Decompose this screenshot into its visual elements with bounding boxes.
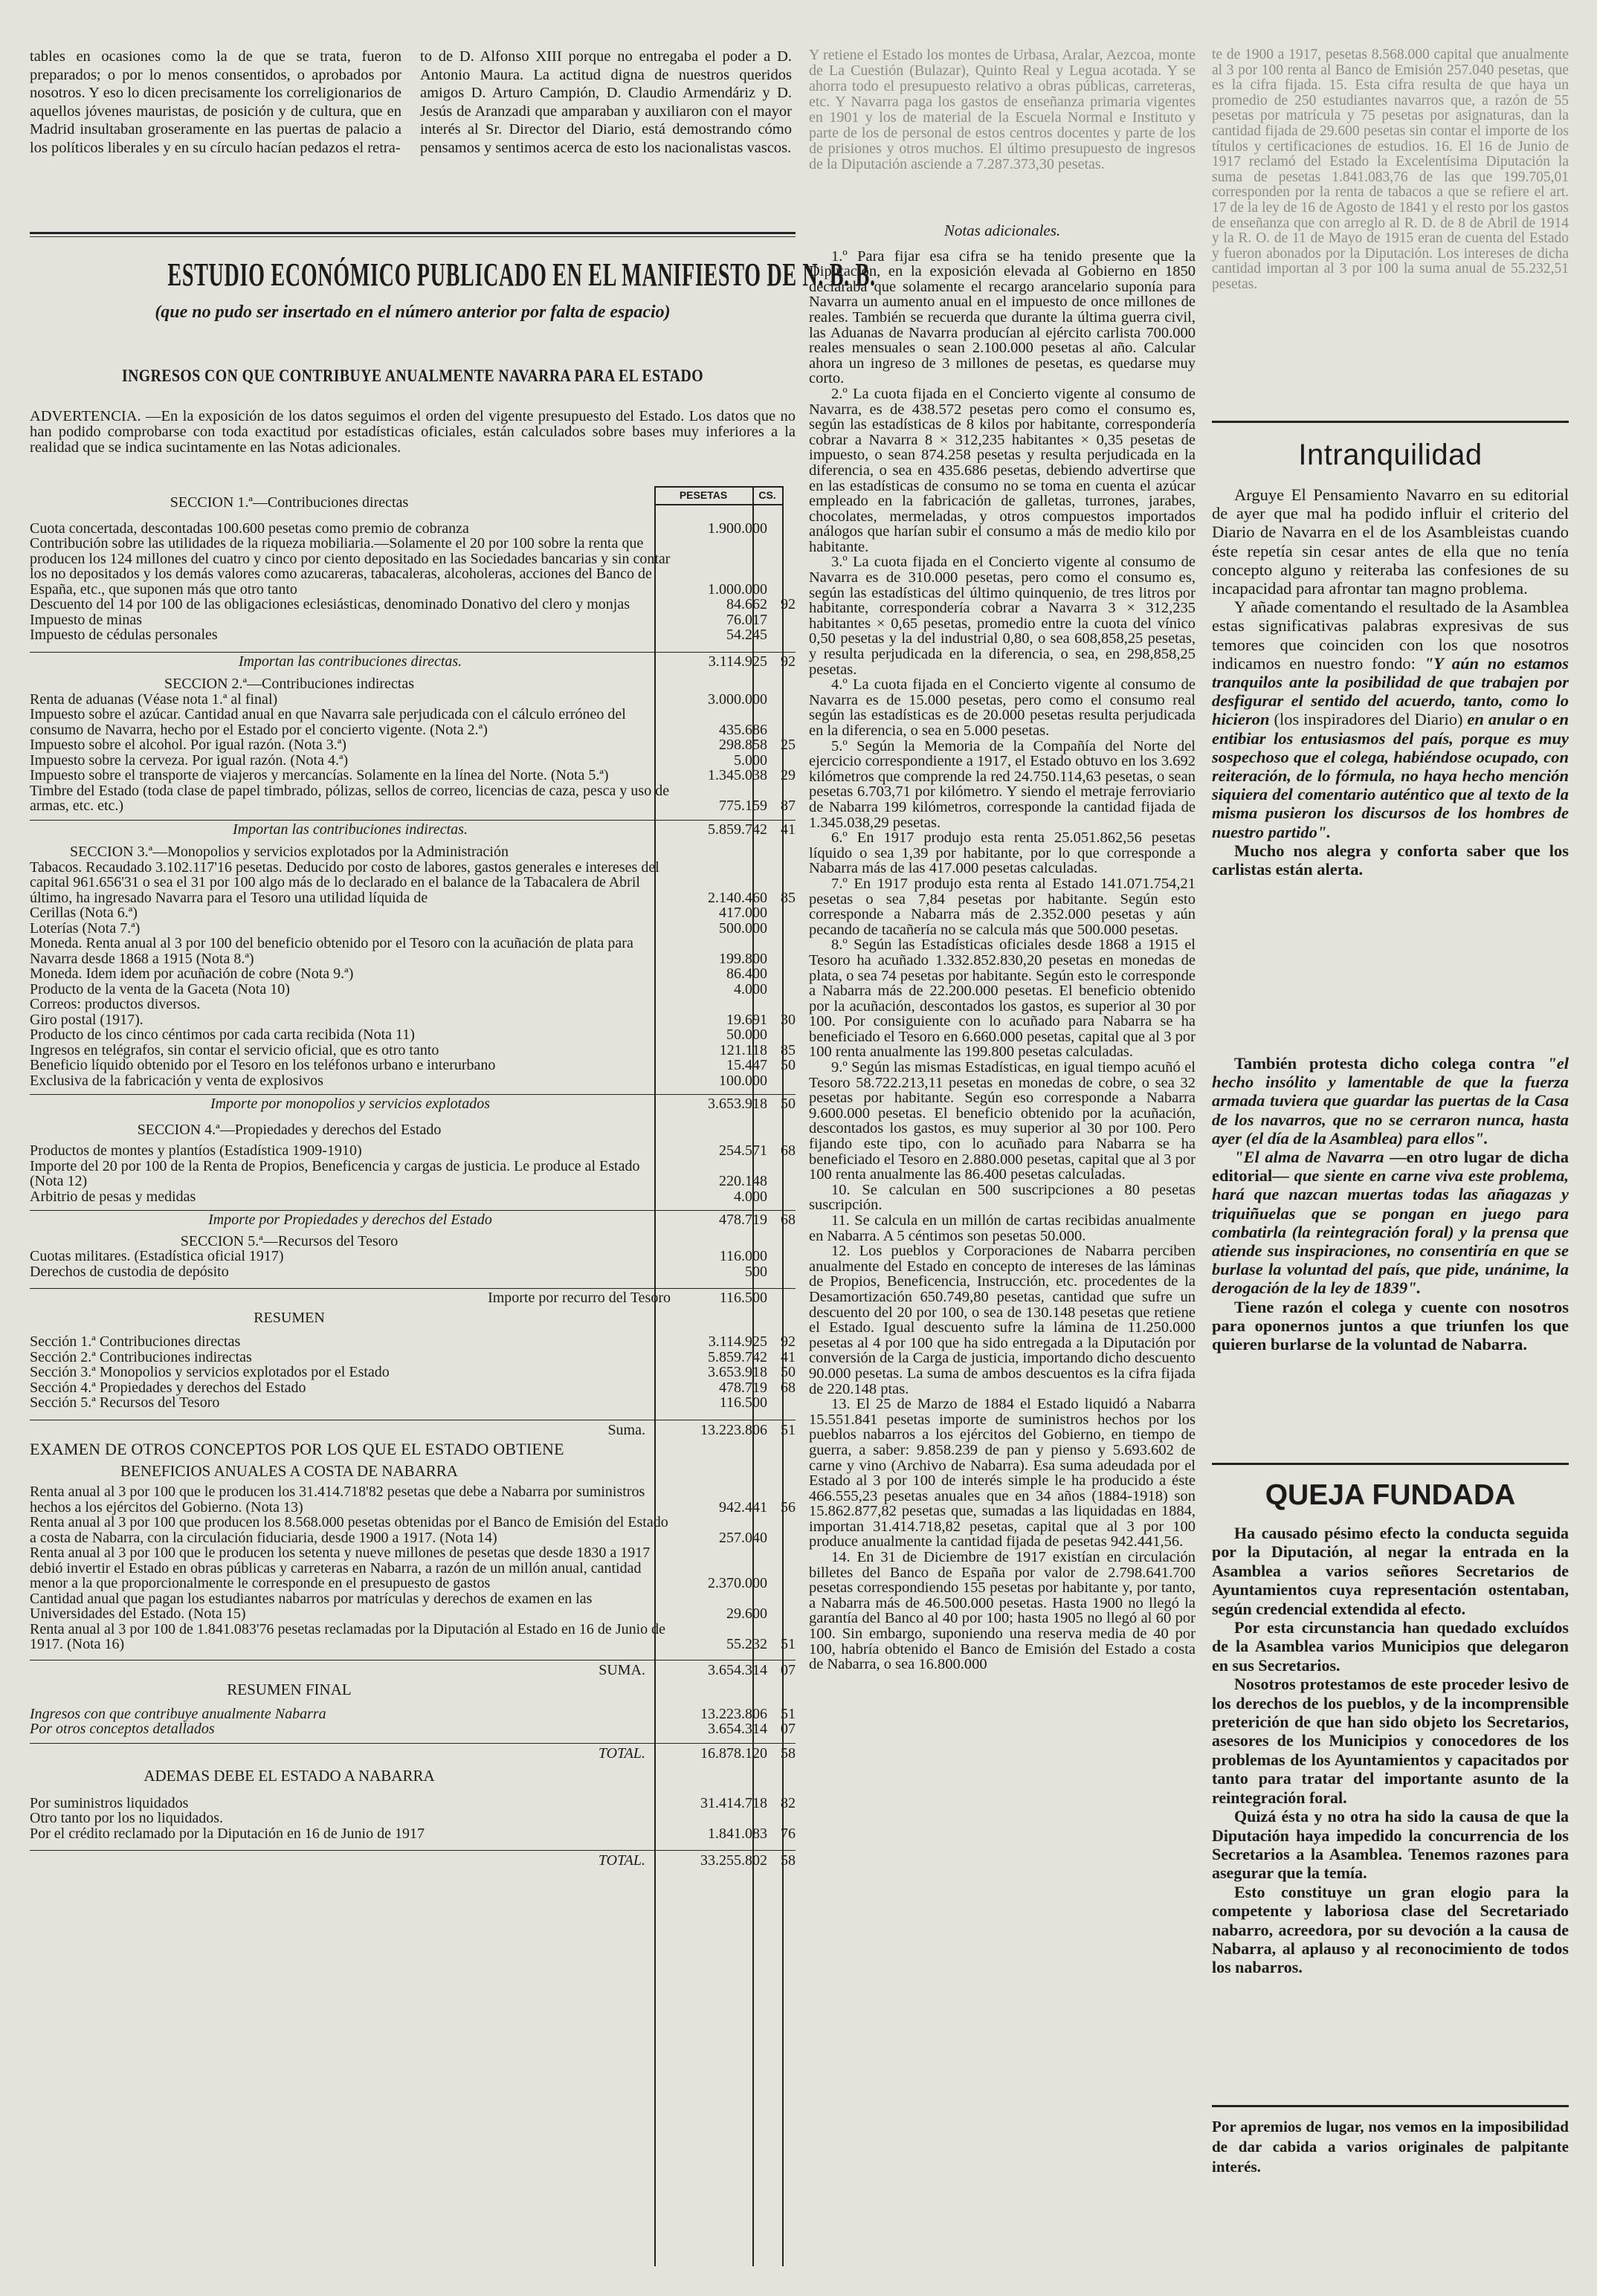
article-queja	[1212, 1479, 1569, 1977]
divider-rule	[30, 236, 796, 237]
table-title: INGRESOS CON QUE CONTRIBUYE ANUALMENTE NAVARRA PARA EL ESTADO	[121, 366, 704, 385]
paragraph: Y añade comentando el resultado de la Asamblea estas significativas palabras expresivas de sus temores que coinciden con los que nosotros indicamos en nuestro fondo: "Y aún no estamos tranquilos ante la posibilidad de que trabajen por desfigurar el sentido del acuerdo, tanto, como lo hicieron (los inspiradores del Diario) en anular o en entibiar los entusiasmos del país, porque es muy sospechoso que el colega, habiéndose ocupado, con reiteración, de lo fórmula, no haya hecho mención siquiera del comentario auténtico que al texto de la misma pusieron los discursos de los hombres de nuestro partido".	[1212, 598, 1569, 841]
table-row: Impuesto sobre el transporte de viajeros y mercancías. Solamente en la línea del Norte. (Nota 5.ª) 1.345.038 29	[30, 767, 796, 783]
paragraph: Nosotros protestamos de este proceder lesivo de los derechos de los pueblos, y de la incomprensible preterición de que han sido objeto los Secretarios, asesores de los Municipios y conocedores de los problemas de los Ayuntamientos y capacitados por tanto para tratar del importante asunto de la reintegración foral.	[1212, 1675, 1569, 1807]
table-row: ADEMAS DEBE EL ESTADO A NABARRA	[143, 1767, 435, 1785]
table-row: Sección 3.ª Monopolios y servicios explotados por el Estado 3.653.918 50	[30, 1364, 796, 1380]
table-row: Moneda. Idem idem por acuñación de cobre (Nota 9.ª) 86.400	[30, 966, 767, 982]
table-row: Producto de la venta de la Gaceta (Nota 10) 4.000	[30, 980, 767, 997]
column-header-cts: CS.	[758, 489, 776, 501]
top-column-2: to de D. Alfonso XIII porque no entregaba el poder a D. Antonio Maura. La actitud digna de nuestros queridos amigos D. Arturo Campión, D. Claudio Armendáriz y D. Jesús de Aranzadi que amparaban y auxiliaron con el mayor interés al Sr. Director del Diario, está demostrando cómo pensamos y sentimos acerca de esto los nacionalistas vascos.	[420, 48, 792, 156]
paragraph: Ha causado pésimo efecto la conducta seguida por la Diputación, al negar la entrada en la Asamblea a varios señores Secretarios de Ayuntamientos cuya representación ostentaban, según credencial extendida al efecto.	[1212, 1524, 1569, 1618]
paragraph: Quizá ésta y no otra ha sido la causa de que la Diputación haya impedido la concurrencia de los Secretarios a la Asamblea. Tenemos razones para asegurar que la temía.	[1212, 1807, 1569, 1883]
paragraph: Esto constituye un gran elogio para la competente y laboriosa clase del Secretariado nabarro, acreedora, por su devoción a la causa de Nabarra, al aplauso y al reconocimiento de todos los nabarros.	[1212, 1882, 1569, 1977]
table-row: SECCION 1.ª—Contribuciones directas	[170, 494, 409, 511]
table-total-row: Importan las contribuciones directas. 3.114.925 92	[30, 652, 796, 670]
table-row: Sección 4.ª Propiedades y derechos del Estado 478.719 68	[30, 1379, 796, 1396]
divider-rule	[1212, 421, 1569, 423]
table-row: Ingresos en telégrafos, sin contar el servicio oficial, que es otro tanto 121.118 85	[30, 1041, 796, 1058]
article-heading: Intranquilidad	[1298, 439, 1483, 471]
table-row: Impuesto de minas 76.017	[30, 611, 767, 628]
table-row: Cerillas (Nota 6.ª) 417.000	[30, 905, 767, 921]
table-row: Cantidad anual que pagan los estudiantes nabarros por matrículas y derechos de examen en las Universidades del Estado. (Nota 15) 29.600	[30, 1590, 767, 1622]
advertencia-text: ADVERTENCIA. —En la exposición de los datos seguimos el orden del vigente presupuesto del Estado. Los datos que no han podido comprobarse con toda exactitud por estadísticas oficiales, están calculados sobre bases muy inferiores a la realidad que se indica sucintamente en las Notas adicionales.	[30, 408, 796, 456]
table-row: Loterías (Nota 7.ª) 500.000	[30, 919, 767, 937]
article-title: ESTUDIO ECONÓMICO PUBLICADO EN EL MANIFIESTO DE N. B. B.	[167, 256, 876, 293]
note-paragraph: 9.º Según las mismas Estadísticas, en igual tiempo acuñó el Tesoro 58.722.213,11 pesetas en monedas de cobre, o sea 32 pesetas por habitante. Según eso corresponde a Nabarra 9.600.000 pesetas. El beneficio obtenido por la acuñación, descontados los gastos, es muy superior al 30 por 100. Pero fijando este tipo, con lo acuñado para Nabarra se ha beneficiado el Tesoro en 2.880.000 pesetas, capital que al 3 por 100 renta anualmente las 86.400 pesetas calculadas.	[809, 1059, 1196, 1183]
column-header-pesetas: PESETAS	[679, 489, 728, 501]
table-row: Beneficio líquido obtenido por el Tesoro en los teléfonos urbano e interurbano 15.447 50	[30, 1057, 796, 1073]
table-row: Por el crédito reclamado por la Diputación en 16 de Junio de 1917 1.841.083 76	[30, 1825, 796, 1842]
table-row: Renta anual al 3 por 100 que le producen los 31.414.718'82 pesetas que debe a Nabarra por suministros hechos a los ejércitos del Gobierno. (Nota 13) 942.441 56	[30, 1484, 796, 1516]
notes-title: Notas adicionales.	[943, 221, 1061, 239]
table-total-row: SUMA. 3.654.314 07	[30, 1660, 796, 1678]
paragraph: Por esta circunstancia han quedado excluídos de la Asamblea varios Municipios que delegaron en sus Secretarios.	[1212, 1618, 1569, 1675]
table-row: Sección 1.ª Contribuciones directas 3.114.925 92	[30, 1333, 796, 1350]
divider-rule	[30, 232, 796, 234]
table-row: Impuesto de cédulas personales 54.245	[30, 627, 767, 643]
table-row: Correos: productos diversos.	[30, 996, 201, 1012]
paragraph: Arguye El Pensamiento Navarro en su editorial de ayer que mal ha podido influir el criterio del Diario de Navarra en el de los Asambleistas cuando éste repetía sin cesar antes de ella que no tenía concepto alguno y reiteraba las confesiones de su incapacidad para afrontar tan magno problema.	[1212, 485, 1569, 598]
note-paragraph: 7.º En 1917 produjo esta renta al Estado 141.071.754,21 pesetas o sea 7,84 pesetas por habitante. Según esto corresponde a Nabarra más de 2.352.000 pesetas y aún pecando de tacañería no se calcula más que 500.000 pesetas.	[809, 875, 1196, 938]
note-paragraph: 5.º Según la Memoria de la Compañía del Norte del ejercicio correspondiente a 1917, el Estado obtuvo en los 3.692 kilómetros que comprende la red 24.750.114,63 pesetas, o sean pesetas 6.703,71 por kilómetro. Y siendo el metraje ferroviario de Nabarra 199 kilómetros, corresponde la cantidad fijada de 1.345.038,29 pesetas.	[809, 737, 1196, 831]
table-total-row: TOTAL. 33.255.802 58	[30, 1850, 796, 1869]
table-row: Renta de aduanas (Véase nota 1.ª al final) 3.000.000	[30, 691, 767, 708]
table-row: Impuesto sobre el alcohol. Por igual razón. (Nota 3.ª) 298.858 25	[30, 737, 796, 753]
table-row: Por suministros liquidados 31.414.718 82	[30, 1794, 796, 1811]
table-row: Sección 2.ª Contribuciones indirectas 5.859.742 41	[30, 1348, 796, 1365]
table-row: Impuesto sobre la cerveza. Por igual razón. (Nota 4.ª) 5.000	[30, 751, 767, 769]
note-paragraph: 4.º La cuota fijada en el Concierto vigente al consumo de Navarra es de 15.000 pesetas, pero como el consumo real según las estadísticas es de 20.000 pesetas resulta perjudicada en la diferencia, o sea en 5.000 pesetas.	[809, 676, 1196, 739]
table-row: SECCION 4.ª—Propiedades y derechos del Estado	[137, 1121, 442, 1138]
paragraph: Mucho nos alegra y conforta saber que los carlistas están alerta.	[1212, 841, 1569, 879]
table-row: RESUMEN FINAL	[227, 1681, 352, 1698]
table-row: Renta anual al 3 por 100 de 1.841.083'76 pesetas reclamadas por la Diputación al Estado en 16 de Junio de 1917. (Nota 16) 55.232 51	[30, 1620, 796, 1652]
divider-rule	[1212, 2105, 1569, 2107]
note-paragraph: 10. Se calculan en 500 suscripciones a 80 pesetas suscripción.	[809, 1181, 1196, 1214]
data-table	[30, 495, 796, 1869]
table-row: Derechos de custodia de depósito 500	[30, 1263, 767, 1280]
table-row: Sección 5.ª Recursos del Tesoro 116.500	[30, 1394, 767, 1411]
table-row: Productos de montes y plantíos (Estadística 1909-1910) 254.571 68	[30, 1142, 796, 1159]
table-row: Cuotas militares. (Estadística oficial 1917) 116.000	[30, 1248, 767, 1264]
note-paragraph: 6.º En 1917 produjo esta renta 25.051.862,56 pesetas líquido o sea 1,39 por habitante, por lo que corresponde a Nabarra más de las 417.000 pesetas calculadas.	[809, 830, 1196, 877]
footer-note: Por apremios de lugar, nos vemos en la imposibilidad de dar cabida a varios originales de palpitante interés.	[1212, 2118, 1569, 2176]
table-total-row: Importe por monopolios y servicios explotados 3.653.918 50	[30, 1094, 796, 1112]
table-total-row: Importan las contribuciones indirectas. 5.859.742 41	[30, 820, 796, 838]
divider-rule	[1212, 1463, 1569, 1465]
table-row: Timbre del Estado (toda clase de papel timbrado, pólizas, sellos de correo, licencias de caza, pesca y uso de armas, etc. etc.) 775.159 87	[30, 782, 796, 814]
table-row: RESUMEN	[254, 1309, 325, 1326]
table-row: Impuesto sobre el azúcar. Cantidad anual en que Navarra sale perjudicada con el cálculo erróneo del consumo de Navarra, hecho por el Estado por el concierto vigente. (Nota 2.ª) 435.686	[30, 706, 767, 738]
table-total-row: Importe por recurro del Tesoro 116.500	[30, 1288, 796, 1306]
article-heading: QUEJA FUNDADA	[1265, 1479, 1516, 1511]
table-row: Importe del 20 por 100 de la Renta de Propios, Beneficencia y cargas de justicia. Le produce al Estado (Nota 12) 220.148	[30, 1157, 767, 1189]
table-row: Por otros conceptos detallados 3.654.314 07	[30, 1721, 796, 1737]
table-row: Giro postal (1917). 19.691 30	[30, 1011, 796, 1028]
top-column-1: tables en ocasiones como la de que se trata, fueron preparados; o por lo menos consentidos, o aprobados por nosotros. Y eso lo dicen precisamente los correligionarios de aquellos jóvenes mauristas, de posición y de cultura, que en Madrid insultaban groseramente en las puertas de palacio a los políticos liberales y en su círculo hacían pedazos el retra-	[30, 48, 401, 156]
table-total-row: Suma. 13.223.806 51	[30, 1420, 796, 1438]
article-intranquilidad	[1212, 439, 1569, 879]
table-row: Contribución sobre las utilidades de la riqueza mobiliaria.—Solamente el 20 por 100 sobre la renta que producen los 124 millones del cuatro y cinco por ciento depositado en las Sociedades bancarias y sin contar los no depositados y los demás valores como azucareras, tabacaleras, alcoholeras, acciones del Banco de España, etc., que suponen más que otro tanto 1.000.000	[30, 535, 767, 598]
paragraph: Tiene razón el colega y cuente con nosotros para oponernos juntos a que triunfen los que quieren burlarse de la voluntad de Nabarra.	[1212, 1297, 1569, 1354]
note-paragraph: 1.º Para fijar esa cifra se ha tenido presente que la Diputación, en la exposición elevada al Gobierno en 1850 declaraba que solamente el recargo arancelario suponía para Navarra un aumento anual en el impuesto de once millones de reales. También se recuerda que durante la última guerra civil, las Aduanas de Navarra producían al ejército carlista 700.000 reales mensuales o sean 2.100.000 pesetas al año. Calcular ahora un ingreso de 3 millones de pesetas, es quedarse muy corto.	[809, 248, 1196, 387]
paragraph: También protesta dicho colega contra "el hecho insólito y lamentable de que la fuerza armada tuviera que guardar las puertas de la Casa de los navarros, que no se cerraron nunca, hasta ayer (el día de la Asamblea) para ellos".	[1212, 1054, 1569, 1148]
note-paragraph: 11. Se calcula en un millón de cartas recibidas anualmente en Nabarra. A 5 céntimos son pesetas 50.000.	[809, 1212, 1196, 1244]
table-row: Moneda. Renta anual al 3 por 100 del beneficio obtenido por el Tesoro con la acuñación de plata para Navarra desde 1868 a 1915 (Nota 8.ª) 199.800	[30, 935, 767, 967]
table-row: SECCION 3.ª—Monopolios y servicios explotados por la Administración	[70, 844, 509, 860]
table-row: Arbitrio de pesas y medidas 4.000	[30, 1188, 767, 1205]
table-row: Cuota concertada, descontadas 100.600 pesetas como premio de cobranza 1.900.000	[30, 520, 767, 537]
note-paragraph: 12. Los pueblos y Corporaciones de Nabarra perciben anualmente del Estado en concepto de intereses de las láminas de Propios, Beneficencia, Instrucción, etc. procedentes de la Desamortización 650.749,80 pesetas, cantidad que sufre un descuento del 20 por 100, o sea de 130.148 pesetas que retiene el Estado. Igual descuento sufre la lámina de 11.250.000 pesetas al 4 por 100 que ha sido entregada a la Diputación por conversión de la Carga de justicia, importando dicho descuento 90.000 pesetas. La suma de ambos descuentos es la cifra fijada de 220.148 ptas.	[809, 1243, 1196, 1397]
table-row: Producto de los cinco céntimos por cada carta recibida (Nota 11) 50.000	[30, 1026, 767, 1043]
paragraph: "El alma de Navarra —en otro lugar de dicha editorial— que siente en carne viva este problema, hará que nazcan muertas todas las añagazas y triquiñuelas que se pongan en juego para combatirla (la reintegración foral) y la prensa que atiende sus inspiraciones, no consentiría en que se burlase la voluntad del país, que pide, unánime, la derogación de la ley de 1839".	[1212, 1148, 1569, 1298]
table-row: Tabacos. Recaudado 3.102.117'16 pesetas. Deducido por costo de labores, gastos generales e intereses del capital 961.656'31 o sea el 31 por 100 algo más de lo declarado en el balance de la Tabacalera de Abril último, ha ingresado Navarra para el Tesoro una utilidad líquida de 2.140.460 85	[30, 858, 796, 906]
table-row: SECCION 5.ª—Recursos del Tesoro	[180, 1232, 399, 1249]
note-paragraph: 14. En 31 de Diciembre de 1917 existían en circulación billetes del Banco de España por valor de 2.798.641.700 pesetas correspondiendo 155 pesetas por habitante y, por tanto, a Nabarra más de 46.500.000 pesetas. Hasta 1900 no llegó la garantía del Banco al 40 por 100; hasta 1905 no llegó al 60 por 100. Sin embargo, suponiendo una reserva media de 40 por 100, habría obtenido el Banco de Emisión del Estado a costa de Nabarra, o sea 16.800.000	[809, 1549, 1196, 1673]
table-row: Otro tanto por los no liquidados.	[30, 1810, 223, 1826]
table-row: Ingresos con que contribuye anualmente Nabarra 13.223.806 51	[30, 1705, 796, 1722]
table-total-row: TOTAL. 16.878.120 58	[30, 1743, 796, 1762]
table-row: EXAMEN DE OTROS CONCEPTOS POR LOS QUE EL ESTADO OBTIENE	[30, 1440, 564, 1458]
table-row: BENEFICIOS ANUALES A COSTA DE NABARRA	[120, 1461, 458, 1480]
table-row: Exclusiva de la fabricación y venta de explosivos 100.000	[30, 1072, 767, 1089]
table-row: Renta anual al 3 por 100 que producen los 8.568.000 pesetas obtenidas por el Banco de Emisión del Estado a costa de Nabarra, con la circulación fiduciaria, desde 1900 a 1917. (Nota 14) 257.040	[30, 1514, 767, 1546]
note-paragraph: 2.º La cuota fijada en el Concierto vigente al consumo de Navarra, es de 438.572 pesetas pero como el consumo es, según las estadísticas de 8 kilos por habitante, correspondería cobrar a Navarra 8 × 312,235 habitantes × 0,35 pesetas de impuesto, o sean 874.258 pesetas y resulta perjudicada en la diferencia, o sea en 435.686 pesetas, debiendo advertirse que en las estadísticas de consumo no se toma en cuenta el azúcar empleado en la fabricación de galletas, turrones, jarabes, chocolates, mermeladas, y otros compuestos importados análogos que harían subir el consumo a más de medio kilo por habitante.	[809, 385, 1196, 555]
top-column-3: Y retiene el Estado los montes de Urbasa, Aralar, Aezcoa, monte de La Cuestión (Bulazar), Quinto Real y Legua acotada. Y se ahorra todo el presupuesto relativo a obras públicas, carreteras, etc. Y Navarra paga los gastos de enseñanza primaria vigentes en 1901 y los de material de la Escuela Normal e Instituto y parte de los de personal de estos centros docentes y parte de los de prisiones y otros muchos. El último presupuesto de ingresos de la Diputación asciende a 7.287.373,30 pesetas.	[809, 47, 1196, 172]
note-paragraph: 13. El 25 de Marzo de 1884 el Estado liquidó a Nabarra 15.551.841 pesetas importe de suministros hechos por los pueblos nabarros a los ejércitos del Gobierno, en tiempo de guerra, a saber: 9.858.239 de pan y pienso y 5.693.602 de carne y vino (Archivo de Nabarra). Esa suma adeudada por el Estado al 3 por 100 de interés simple le ha producido a éste 466.555,23 pesetas anuales que en 34 años (1884-1918) son 15.862.877,82 pesetas que, sumadas a las liquidadas en 1884, importan 31.414.718,82 pesetas, capital que al 3 por 100 produce anualmente la cantidad fijada de pesetas 942.441,56.	[809, 1396, 1196, 1550]
table-row: Renta anual al 3 por 100 que le producen los setenta y nueve millones de pesetas que desde 1830 a 1917 debió invertir el Estado en obras públicas y carreteras en Nabarra, a razón de un millón anual, cantidad menor a la que proporcionalmente le corresponde en el presupuesto de gastos 2.370.000	[30, 1545, 767, 1591]
top-column-4: te de 1900 a 1917, pesetas 8.568.000 capital que anualmente al 3 por 100 renta al Banco de Emisión 257.040 pesetas, que es la cifra fijada. 15. Esta cifra resulta de que haya un promedio de 250 estudiantes navarros que, a razón de 55 pesetas por matrícula y 75 pesetas por asignaturas, dan la cantidad fijada de 29.600 pesetas sin contar el importe de los títulos y certificaciones de estudios. 16. El 16 de Junio de 1917 reclamó del Estado la Excelentísima Diputación la suma de pesetas 1.841.083,76 de las que 199.705,01 corresponden por la renta de tabacos a que se refiere el art. 17 de la ley de 16 de Agosto de 1841 y el resto por los gastos de enseñanza que con arreglo al R. D. de 8 de Abril de 1914 y la R. O. de 11 de Mayo de 1915 eran de cuenta del Estado y fueron abonados por la Diputación. Los intereses de dicha cantidad importan al 3 por 100 la suma anual de 55.232,51 pesetas.	[1212, 47, 1569, 292]
table-total-row: Importe por Propiedades y derechos del Estado 478.719 68	[30, 1210, 796, 1228]
article-subtitle: (que no pudo ser insertado en el número anterior por falta de espacio)	[155, 303, 671, 322]
note-paragraph: 8.º Según las Estadísticas oficiales desde 1868 a 1915 el Tesoro ha acuñado 1.332.852.830,20 pesetas en monedas de plata, o sea 74 pesetas por habitante. Según esto le corresponde a Nabarra más de 22.200.000 pesetas. El beneficio obtenido por la acuñación, descontados los gastos, es superior al 30 por 100. Por consiguiente con lo acuñado para Nabarra se ha beneficiado el Tesoro en 6.660.000 pesetas, capital que al 3 por 100 renta anualmente las 199.800 pesetas calculadas.	[809, 937, 1196, 1061]
table-frame	[654, 486, 782, 488]
notes-column	[809, 223, 1196, 1672]
note-paragraph: 3.º La cuota fijada en el Concierto vigente al consumo de Navarra es de 310.000 pesetas, pero como el consumo es, según las estadísticas del último quinquenio, de tres litros por habitante, correspondería cobrar a Navarra 3 × 312,235 habitantes × 0,65 pesetas, promedio entre la cuota del vínico 0,50 pesetas y la del industrial 0,80, o sea 608,858,25 pesetas, y resulta perjudicada en la diferencia, o sea, en 298,858,25 pesetas.	[809, 554, 1196, 678]
article-protesta	[1212, 1054, 1569, 1354]
table-row: SECCION 2.ª—Contribuciones indirectas	[164, 676, 415, 692]
table-row: Descuento del 14 por 100 de las obligaciones eclesiásticas, denominado Donativo del clero y monjas 84.662 92	[30, 596, 796, 612]
